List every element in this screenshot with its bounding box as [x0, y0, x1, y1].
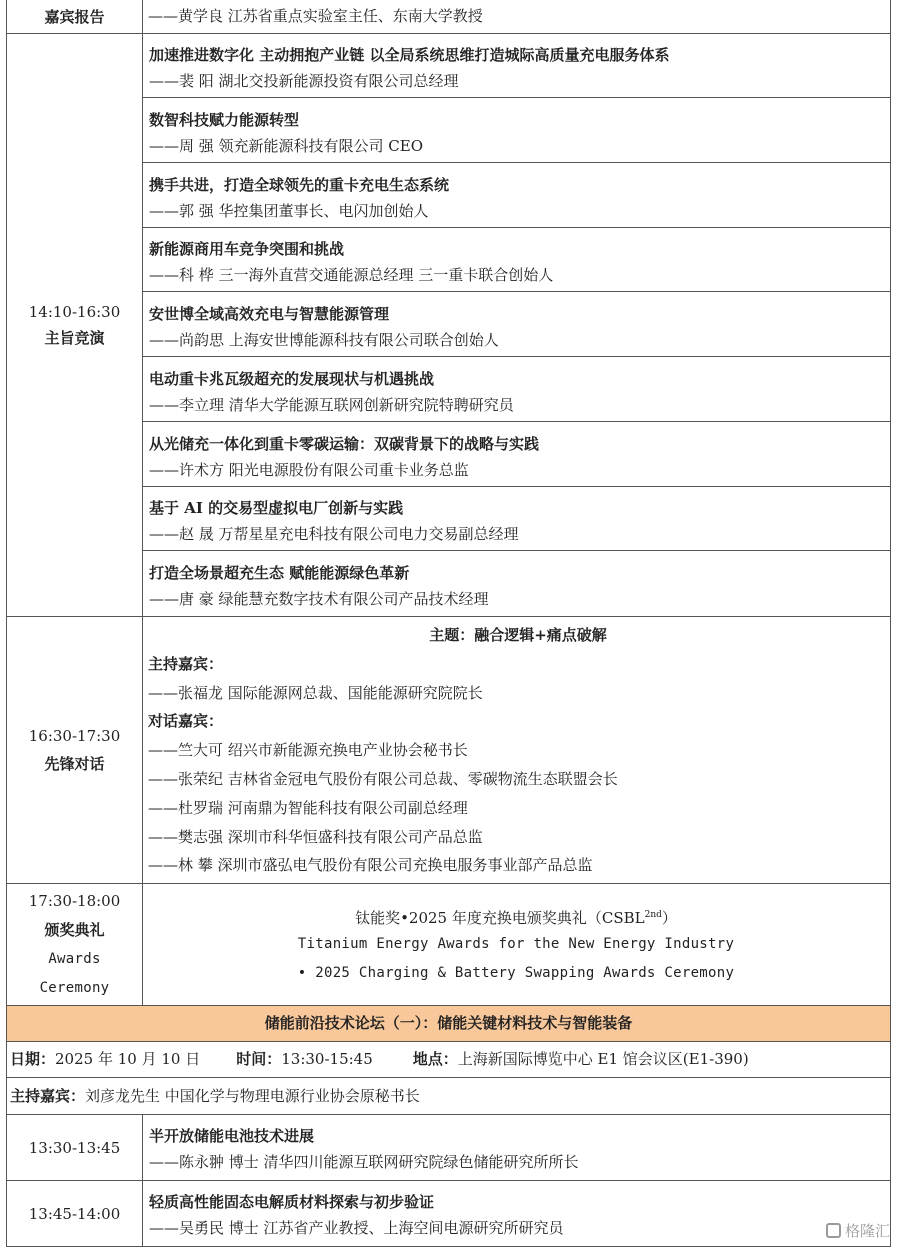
talk-title: 从光储充一体化到重卡零碳运输：双碳背景下的战略与实践	[149, 435, 540, 453]
row-divider	[142, 227, 891, 228]
talk-speaker: ——李立理 清华大学能源互联网创新研究院特聘研究员	[149, 396, 514, 414]
dialogue-guest: ——张荣纪 吉林省金冠电气股份有限公司总裁、零碳物流生态联盟会长	[148, 769, 618, 788]
talk-title: 数智科技赋力能源转型	[149, 111, 300, 129]
talk-title: 加速推进数字化 主动拥抱产业链 以全局系统思维打造城际高质量充电服务体系	[149, 46, 670, 64]
awards-title-en: Titanium Energy Awards for the New Energy Industry	[297, 936, 735, 952]
talk-speaker: ——赵 晟 万帮星星充电科技有限公司电力交易副总经理	[149, 525, 519, 543]
forum-place-label: 地点：	[412, 1050, 458, 1068]
keynote-talk	[143, 491, 889, 550]
forum-time: 13:30-15:45	[281, 1050, 373, 1068]
talk-speaker: ——裴 阳 湖北交投新能源投资有限公司总经理	[149, 72, 459, 90]
talk-speaker: ——郭 强 华控集团董事长、电闪加创始人	[149, 202, 429, 220]
session-title: 半开放储能电池技术进展	[149, 1127, 315, 1145]
forum-host-row	[10, 1078, 888, 1114]
watermark-text: 格隆汇	[844, 1222, 890, 1240]
awards-time-cell	[7, 884, 142, 1005]
talk-title: 打造全场景超充生态 赋能能源绿色革新	[149, 564, 410, 582]
awards-label-en: Ceremony	[39, 979, 110, 996]
session-speaker: ——陈永翀 博士 清华四川能源互联网研究院绿色储能研究所所长	[149, 1153, 579, 1171]
awards-title-en: • 2025 Charging & Battery Swapping Awards Ceremony	[297, 965, 735, 981]
row-divider	[142, 97, 891, 98]
row-divider	[142, 291, 891, 292]
talk-speaker: ——周 强 领充新能源科技有限公司 CEO	[149, 137, 424, 155]
talk-title: 携手共进，打造全球领先的重卡充电生态系统	[149, 176, 450, 194]
talk-speaker: ——唐 豪 绿能慧充数字技术有限公司产品技术经理	[149, 590, 489, 608]
dialogue-guests-label: 对话嘉宾：	[148, 712, 224, 731]
talk-title: 基于 AI 的交易型虚拟电厂创新与实践	[149, 499, 404, 517]
forum-session	[143, 1185, 889, 1245]
forum-host: 刘彦龙先生 中国化学与物理电源行业协会原秘书长	[85, 1087, 420, 1105]
awards-label-en: Awards	[48, 950, 101, 967]
keynote-label: 主旨竞演	[44, 329, 105, 347]
session-title: 轻质高性能固态电解质材料探索与初步验证	[149, 1193, 435, 1211]
dialogue-time: 16:30-17:30	[28, 727, 121, 745]
dialogue-time-cell	[7, 617, 142, 883]
talk-title: 安世博全域高效充电与智慧能源管理	[149, 305, 390, 323]
session-time: 13:45-14:00	[28, 1204, 121, 1223]
dialogue-guest: ——杜罗瑞 河南鼎为智能科技有限公司副总经理	[148, 798, 468, 817]
keynote-talk	[143, 556, 889, 615]
session-time: 13:30-13:45	[28, 1138, 121, 1157]
dialogue-theme: 主题：融合逻辑+痛点破解	[429, 626, 607, 644]
forum-place: 上海新国际博览中心 E1 馆会议区(E1-390)	[457, 1050, 749, 1068]
awards-title-cn: 钛能奖•2025 年度充换电颁奖典礼（CSBL	[355, 909, 645, 927]
row-divider	[142, 550, 891, 551]
keynote-time-cell	[7, 34, 142, 616]
talk-speaker: ——科 桦 三一海外直营交通能源总经理 三一重卡联合创始人	[149, 266, 554, 284]
dialogue-guest: ——樊志强 深圳市科华恒盛科技有限公司产品总监	[148, 827, 483, 846]
talk-title: 电动重卡兆瓦级超充的发展现状与机遇挑战	[149, 370, 435, 388]
row-divider	[142, 356, 891, 357]
talk-title: 新能源商用车竞争突围和挑战	[149, 240, 345, 258]
dialogue-host: ——张福龙 国际能源网总裁、国能能源研究院院长	[148, 683, 483, 702]
keynote-talk	[143, 103, 889, 162]
watermark-icon	[826, 1223, 841, 1238]
awards-title-sup: 2nd	[644, 910, 662, 920]
forum-host-label: 主持嘉宾：	[10, 1087, 86, 1105]
top-row-speaker: ——黄学良 江苏省重点实验室主任、东南大学教授	[148, 7, 483, 25]
keynote-talk	[143, 362, 889, 421]
border-right	[890, 0, 891, 1247]
row-divider	[142, 162, 891, 163]
dialogue-host-label: 主持嘉宾：	[148, 654, 224, 673]
dialogue-guest: ——林 攀 深圳市盛弘电气股份有限公司充换电服务事业部产品总监	[148, 856, 593, 875]
top-row-label: 嘉宾报告	[44, 7, 105, 26]
watermark-logo	[826, 1220, 890, 1241]
dialogue-content	[148, 621, 888, 881]
row-divider	[142, 486, 891, 487]
keynote-time: 14:10-16:30	[28, 303, 121, 321]
talk-speaker: ——尚韵思 上海安世博能源科技有限公司联合创始人	[149, 331, 499, 349]
awards-content	[143, 900, 889, 1000]
awards-time: 17:30-18:00	[28, 891, 121, 910]
keynote-talk	[143, 297, 889, 356]
awards-title-close: ）	[661, 909, 677, 927]
forum-info-row	[10, 1042, 888, 1077]
row-divider	[142, 421, 891, 422]
keynote-talk	[143, 427, 889, 486]
keynote-talk	[143, 38, 889, 97]
forum-date: 2025 年 10 月 10 日	[55, 1050, 201, 1068]
dialogue-guest: ——竺大可 绍兴市新能源充换电产业协会秘书长	[148, 741, 468, 760]
talk-speaker: ——许术方 阳光电源股份有限公司重卡业务总监	[149, 461, 469, 479]
awards-label: 颁奖典礼	[44, 920, 105, 939]
forum-header: 储能前沿技术论坛（一）：储能关键材料技术与智能装备	[7, 1006, 890, 1041]
dialogue-label: 先锋对话	[44, 755, 105, 773]
forum-time-label: 时间：	[236, 1050, 282, 1068]
keynote-talk	[143, 168, 889, 227]
awards-title	[143, 900, 889, 930]
forum-date-label: 日期：	[10, 1050, 56, 1068]
session-speaker: ——吴勇民 博士 江苏省产业教授、上海空间电源研究所研究员	[149, 1219, 564, 1237]
forum-session	[143, 1119, 889, 1179]
keynote-talk	[143, 232, 889, 291]
